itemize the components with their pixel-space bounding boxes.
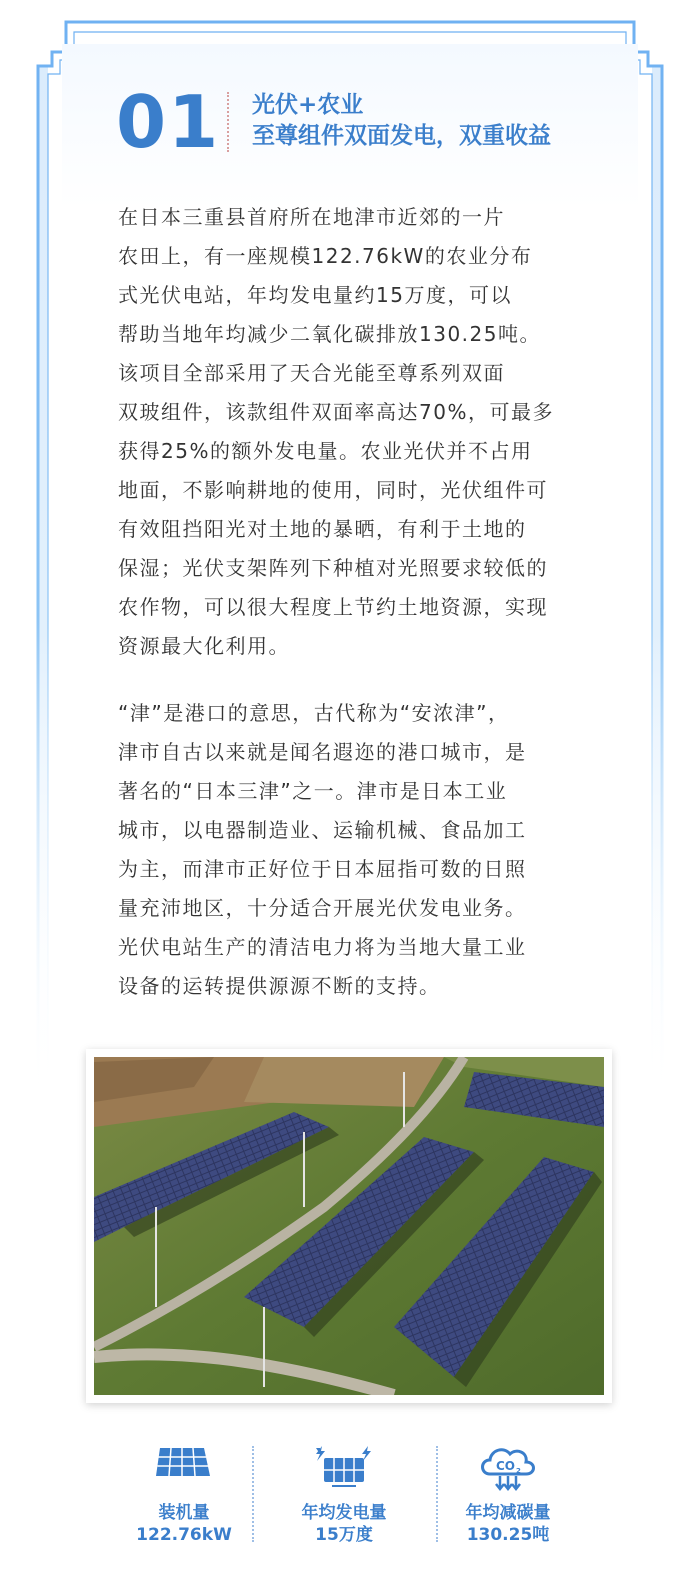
text-line: 农田上，有一座规模122.76kW的农业分布 [118, 244, 533, 268]
solar-power-icon [312, 1444, 376, 1492]
co2-label: CO [496, 1459, 516, 1473]
stat-divider [252, 1446, 254, 1542]
text-line: 光伏电站生产的清洁电力将为当地大量工业 [118, 935, 527, 959]
solar-panel-icon [154, 1444, 214, 1488]
text-line: 农作物，可以很大程度上节约土地资源，实现 [118, 595, 548, 619]
text-line: 该项目全部采用了天合光能至尊系列双面 [118, 361, 505, 385]
text-line: 双玻组件，该款组件双面率高达70%，可最多 [118, 400, 554, 424]
text-line: 城市，以电器制造业、运输机械、食品加工 [118, 818, 527, 842]
text-line: “津”是港口的意思，古代称为“安浓津”， [118, 701, 510, 725]
section-title: 光伏+农业 [252, 92, 364, 118]
text-line: 著名的“日本三津”之一。津市是日本工业 [118, 779, 508, 803]
text-line: 津市自古以来就是闻名遐迩的港口城市，是 [118, 740, 527, 764]
section-number: 01 [116, 80, 221, 164]
stat-label: 年均发电量 [301, 1503, 387, 1523]
text-line: 地面，不影响耕地的使用，同时，光伏组件可 [118, 478, 548, 502]
photo-frame [86, 1049, 612, 1403]
text-line: 设备的运转提供源源不断的支持。 [118, 974, 441, 998]
section-subtitle: 至尊组件双面发电，双重收益 [252, 123, 551, 149]
text-line: 资源最大化利用。 [118, 634, 290, 658]
co2-subscript: 2 [516, 1467, 521, 1475]
text-line: 量充沛地区，十分适合开展光伏发电业务。 [118, 896, 527, 920]
paragraph-2 [118, 694, 588, 1006]
paragraph-1 [118, 198, 588, 666]
text-line: 在日本三重县首府所在地津市近郊的一片 [118, 205, 505, 229]
co2-cloud-icon [476, 1444, 540, 1496]
solar-farm-photo [94, 1057, 604, 1395]
text-line: 获得25%的额外发电量。农业光伏并不占用 [118, 439, 533, 463]
stat-value: 122.76kW [136, 1525, 232, 1545]
stat-value: 15万度 [315, 1525, 373, 1545]
stats-row [0, 1420, 700, 1576]
text-line: 帮助当地年均减少二氧化碳排放130.25吨。 [118, 322, 541, 346]
text-line: 有效阻挡阳光对土地的暴晒，有利于土地的 [118, 517, 527, 541]
text-line: 式光伏电站，年均发电量约15万度，可以 [118, 283, 512, 307]
text-line: 保湿；光伏支架阵列下种植对光照要求较低的 [118, 556, 548, 580]
text-line: 为主，而津市正好位于日本屈指可数的日照 [118, 857, 527, 881]
stat-label: 装机量 [158, 1503, 210, 1523]
title-divider [227, 92, 229, 152]
stat-label: 年均减碳量 [465, 1503, 551, 1523]
stat-value: 130.25吨 [466, 1525, 550, 1545]
